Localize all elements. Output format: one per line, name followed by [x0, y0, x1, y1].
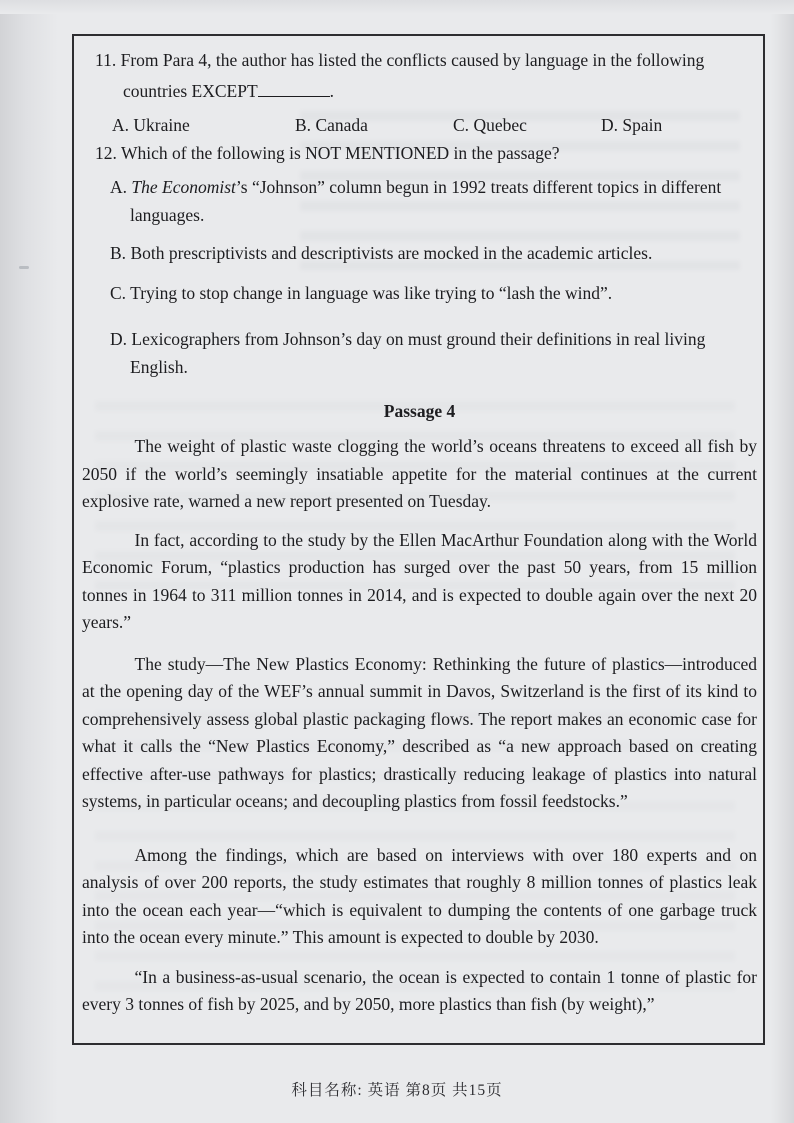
choice-b-text: Canada [315, 115, 368, 135]
passage-paragraph: The weight of plastic waste clogging the world’s oceans threatens to exceed all fish by 2050 if the world’s seemingly insatiable appetite for the material continues at the current explosive rate, warned a new report presented on Tuesday. [82, 436, 757, 511]
choice-a-text: Ukraine [133, 115, 190, 135]
question-12-option-c [110, 279, 757, 307]
exam-content [74, 36, 763, 1019]
option-c-label: C. [110, 283, 127, 303]
question-11-period: . [329, 81, 335, 101]
choice-b-label: B. [295, 115, 312, 135]
scan-artifact-speck [19, 266, 29, 269]
choice-a [112, 111, 295, 139]
option-b-label: B. [110, 243, 127, 263]
question-12-option-b [110, 239, 757, 267]
option-a-italic-title: The Economist [131, 177, 236, 197]
choice-d [601, 111, 757, 139]
question-11-choices [112, 111, 757, 139]
question-12-option-a [110, 173, 757, 229]
option-d-text: Lexicographers from Johnson’s day on must ground their definitions in real living English. [130, 329, 706, 377]
answer-blank [258, 82, 330, 97]
question-11-number: 11. [95, 50, 117, 70]
question-12-stem [95, 139, 757, 167]
passage-paragraph: In fact, according to the study by the Ellen MacArthur Foundation along with the World Economic Forum, “plastics production has surged over the past 50 years, from 15 million tonnes in 1964 to 311 million tonnes in 2014, and is expected to double again over the next 20 years.” [82, 529, 757, 632]
option-b-text: Both prescriptivists and descriptivists are mocked in the academic articles. [130, 243, 653, 263]
question-12-stem-text: Which of the following is NOT MENTIONED in the passage? [120, 143, 560, 163]
choice-d-text: Spain [622, 115, 663, 135]
passage-paragraph: “In a business-as-usual scenario, the ocean is expected to contain 1 tonne of plastic for every 3 tonnes of fish by 2025, and by 2050, more plastics than fish (by weight),” [82, 966, 757, 1014]
option-c-text: Trying to stop change in language was like trying to “lash the wind”. [130, 283, 613, 303]
page-footer: 科目名称: 英语 第8页 共15页 [291, 1082, 503, 1099]
choice-b [295, 111, 453, 139]
question-12-number: 12. [95, 143, 117, 163]
scan-edge-right [770, 0, 794, 1123]
question-11-stem-line1 [95, 46, 757, 74]
question-11-stem-text: From Para 4, the author has listed the conflicts caused by language in the following [120, 50, 705, 70]
passage-title: Passage 4 [383, 401, 456, 421]
choice-c [453, 111, 601, 139]
passage-paragraph: The study—The New Plastics Economy: Rethinking the future of plastics—introduced at the opening day of the WEF’s annual summit in Davos, Switzerland is the first of its kind to comprehensively assess global plastic packaging flows. The report makes an economic case for what it calls the “New Plastics Economy,” described as “a new approach based on creating effective after-use pathways for plastics; drastically reducing leakage of plastics into natural systems, in particular oceans; and decoupling plastics from fossil feedstocks.” [82, 653, 757, 811]
option-d-label: D. [110, 329, 128, 349]
option-a-text: ’s “Johnson” column begun in 1992 treats different topics in different languages. [130, 177, 722, 225]
passage-paragraph: Among the findings, which are based on interviews with over 180 experts and on analysis of over 200 reports, the study estimates that roughly 8 million tonnes of plastics leak into the ocean each year—“which is equivalent to dumping the contents of one garbage truck into the ocean every minute.” This amount is expected to double by 2030. [82, 844, 757, 947]
option-a-label: A. [110, 177, 128, 197]
scan-edge-left [0, 0, 58, 1123]
choice-c-text: Quebec [473, 115, 527, 135]
question-12-option-d [110, 325, 757, 381]
choice-c-label: C. [453, 115, 470, 135]
scan-edge-top [0, 0, 794, 14]
choice-a-label: A. [112, 115, 130, 135]
exam-content-frame [72, 34, 765, 1045]
choice-d-label: D. [601, 115, 619, 135]
question-11-stem-line2 [123, 77, 757, 105]
question-11-stem-text2: countries EXCEPT [123, 81, 258, 101]
